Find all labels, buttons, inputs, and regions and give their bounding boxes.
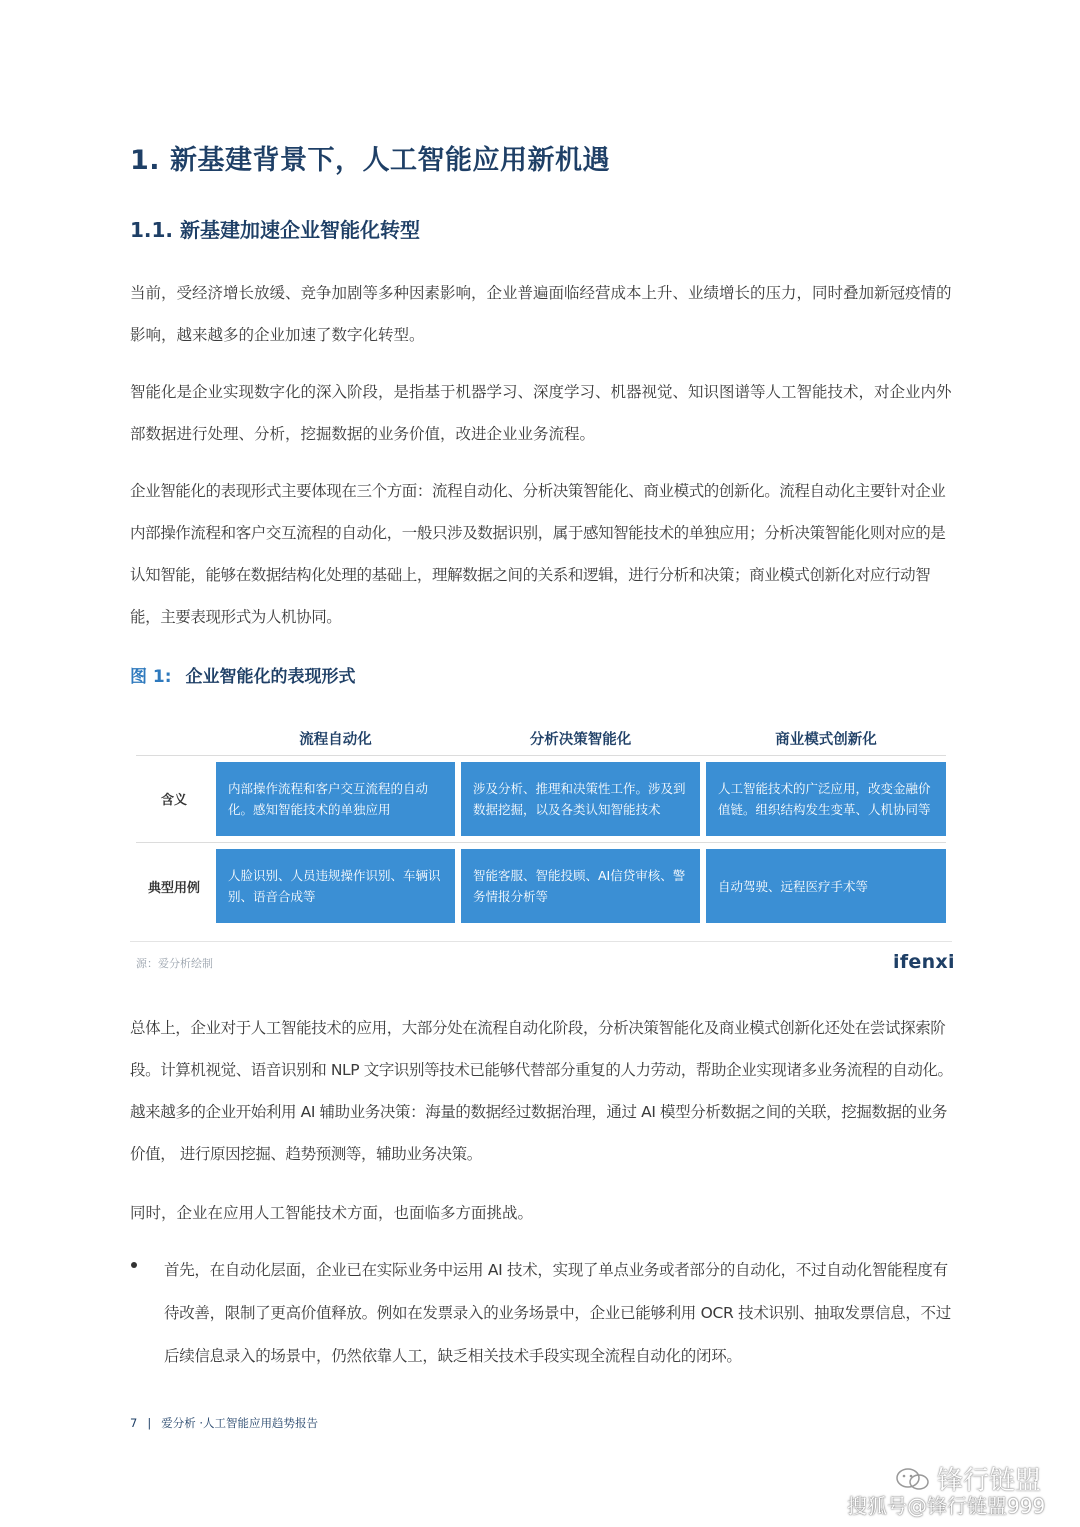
ifenxi-logo: ifenxi [893, 951, 955, 973]
watermark-line1: 锋行链盟 [937, 1466, 1042, 1496]
table-cell: 内部操作流程和客户交互流程的自动化。感知智能技术的单独应用 [216, 762, 455, 836]
table-row-divider [136, 842, 946, 843]
bullet-icon [131, 1262, 137, 1268]
paragraph-4: 总体上，企业对于人工智能技术的应用，大部分处在流程自动化阶段，分析决策智能化及商业模式创新化还处在尝试探索阶段。计算机视觉、语音识别和 NLP 文字识别等技术已能够代替部分重复的人力劳动，帮助企业实现诸多业务流程的自动化。越来越多的企业开始利用 AI 辅助业务决策：海量的数据经过数据治理，通过 AI 模型分析数据之间的关联，挖掘数据的业务价值， 进行原因挖掘、趋势预测等，辅助业务决策。 [130, 1019, 953, 1163]
watermark-sohu: 搜狐号@锋行链盟999 [847, 1494, 1046, 1518]
table-cell: 自动驾驶、远程医疗手术等 [706, 849, 946, 923]
paragraph-1: 当前，受经济增长放缓、竞争加剧等多种因素影响，企业普遍面临经营成本上升、业绩增长的压力，同时叠加新冠疫情的影响，越来越多的企业加速了数字化转型。 [130, 284, 952, 344]
figure-caption: 企业智能化的表现形式 [185, 667, 356, 687]
figure-title [130, 662, 356, 687]
column-header-automation: 流程自动化 [299, 732, 372, 748]
paragraph-2: 智能化是企业实现数字化的深入阶段，是指基于机器学习、深度学习、机器视觉、知识图谱等人工智能技术，对企业内外部数据进行处理、分析，挖掘数据的业务价值，改进企业业务流程。 [130, 383, 952, 443]
bullet-item: 首先，在自动化层面，企业已在实际业务中运用 AI 技术，实现了单点业务或者部分的自动化，不过自动化智能程度有待改善，限制了更高价值释放。例如在发票录入的业务场景中，企业已能够利用 OCR 技术识别、抽取发票信息，不过后续信息录入的场景中，仍然依靠人工，缺乏相关技术手段实现全流程自动化的闭环。 [164, 1261, 951, 1365]
heading-1: 1. 新基建背景下，人工智能应用新机遇 [130, 145, 610, 176]
column-header-business-model: 商业模式创新化 [775, 732, 877, 748]
footer-report-title: ·人工智能应用趋势报告 [199, 1416, 319, 1430]
footer-brand: 爱分析 [161, 1416, 196, 1430]
paragraph-3: 企业智能化的表现形式主要体现在三个方面：流程自动化、分析决策智能化、商业模式的创新化。流程自动化主要针对企业内部操作流程和客户交互流程的自动化，一般只涉及数据识别，属于感知智能技术的单独应用；分析决策智能化则对应的是认知智能，能够在数据结构化处理的基础上，理解数据之间的关系和逻辑，进行分析和决策；商业模式创新化对应行动智能，主要表现形式为人机协同。 [130, 482, 946, 626]
wechat-icon [895, 1467, 931, 1491]
table-cell: 人脸识别、人员违规操作识别、车辆识别、语音合成等 [216, 849, 455, 923]
heading-2: 1.1. 新基建加速企业智能化转型 [130, 218, 420, 242]
figure-number: 图 1: [130, 667, 172, 687]
page-number: 7 [130, 1416, 138, 1430]
table-cell: 人工智能技术的广泛应用，改变金融价值链。组织结构发生变革、人机协同等 [706, 762, 946, 836]
row-label-meaning: 含义 [160, 793, 187, 808]
figure-source: 源：爱分析绘制 [136, 957, 213, 970]
table-header-divider [136, 755, 946, 756]
figure-bottom-divider [130, 941, 952, 942]
page-footer [130, 1415, 318, 1431]
row-label-use-case: 典型用例 [147, 881, 200, 896]
table-cell: 涉及分析、推理和决策性工作。涉及到数据挖掘，以及各类认知智能技术 [461, 762, 700, 836]
paragraph-5: 同时，企业在应用人工智能技术方面，也面临多方面挑战。 [130, 1204, 534, 1222]
column-header-decision: 分析决策智能化 [529, 732, 632, 748]
footer-separator: | [147, 1416, 152, 1430]
table-cell: 智能客服、智能投顾、AI信贷审核、警务情报分析等 [461, 849, 700, 923]
